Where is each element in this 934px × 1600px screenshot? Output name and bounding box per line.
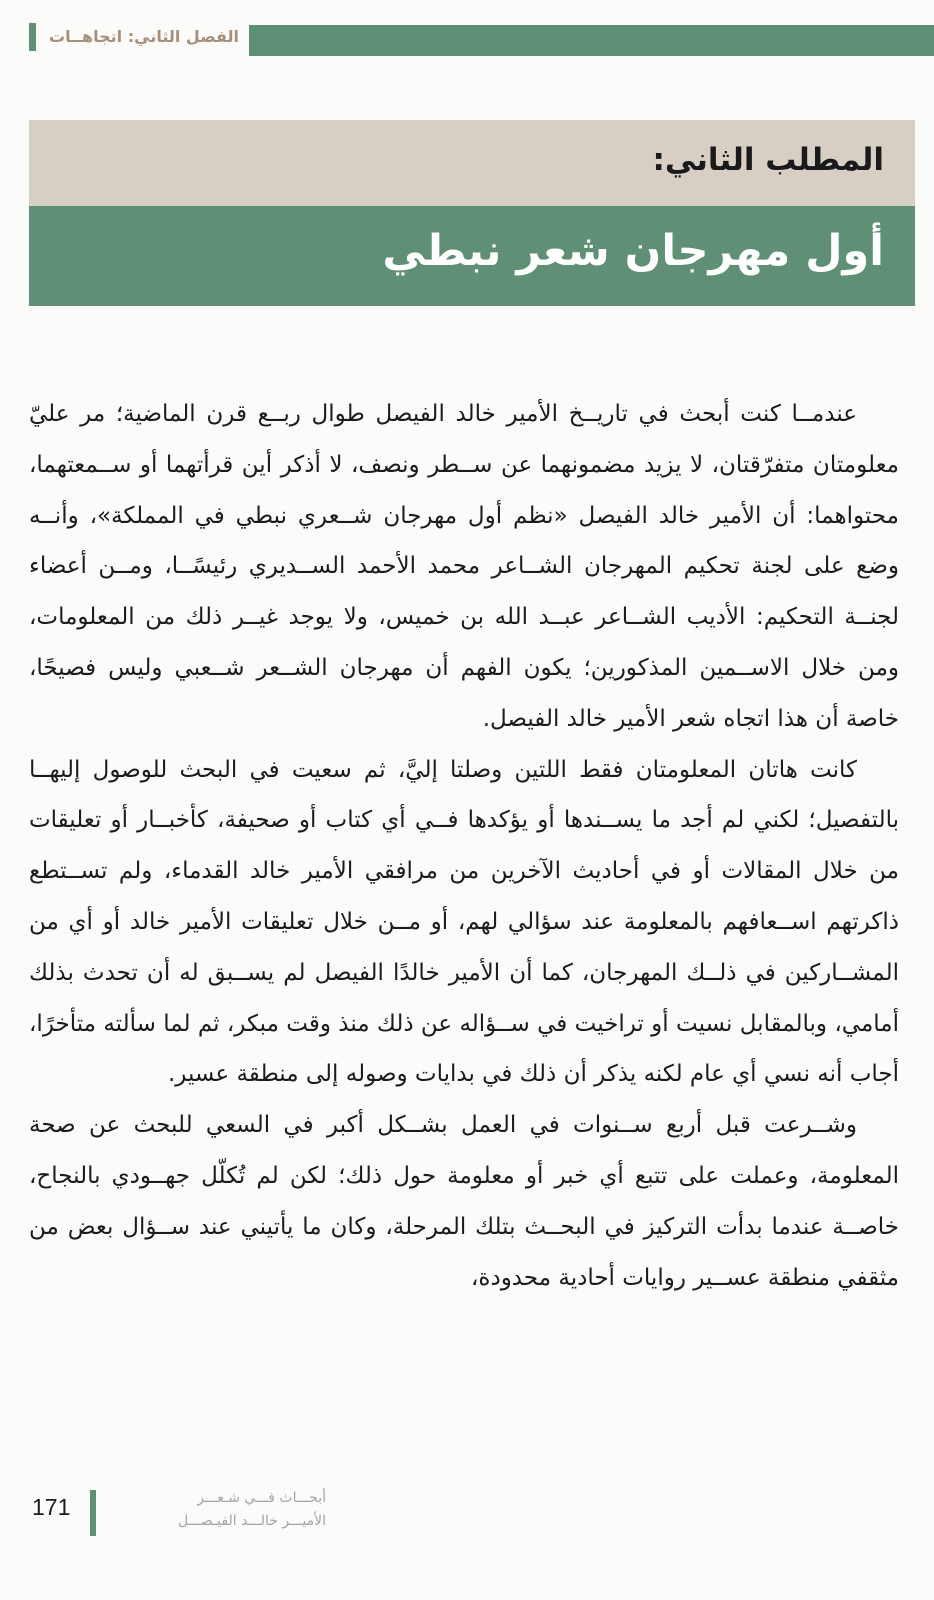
- book-title-line-2: الأميـــر خالـــد الفيـصـــل: [178, 1513, 326, 1529]
- book-title: [110, 1487, 326, 1533]
- footer-divider: [90, 1490, 96, 1536]
- book-title-line-1: أبحـــاث فـــي شـعـــر: [197, 1490, 326, 1506]
- paragraph-3: وشــرعت قبل أربع ســنوات في العمل بشــكل أكبر في السعي للبحث عن صحة المعلومة، وعملت على تتبع أي خبر أو معلومة حول ذلك؛ لكن لم تُكلّل جهــودي بالنجاح، خاصــة عندما بدأت التركيز في البحــث بتلك المرحلة، وكان ما يأتيني عند ســؤال بعض من مثقفي منطقة عســير روايات أحادية محدودة،: [29, 1112, 899, 1291]
- header-bar: [249, 25, 934, 56]
- body-text: [29, 389, 899, 1303]
- header-accent-mark: [29, 23, 36, 51]
- section-title: أول مهرجان شعر نبطي: [382, 226, 884, 276]
- section-subtitle: المطلب الثاني:: [652, 142, 884, 178]
- paragraph-2: كانت هاتان المعلومتان فقط اللتين وصلتا إليَّ، ثم سعيت في البحث للوصول إليهــا بالتفصيل؛ لكني لم أجد ما يســندها أو يؤكدها فــي أي كتاب أو صحيفة، كأخبــار أو تعليقات من خلال المقالات أو في أحاديث الآخرين من مرافقي الأمير خالد القدماء، ولم تســتطع ذاكرتهم اســعافهم بالمعلومة عند سؤالي لهم، أو مــن خلال تعليقات الأمير خالد أو أي من المشــاركين في ذلــك المهرجان، كما أن الأمير خالدًا الفيصل لم يســبق له أن تحدث بذلك أمامي، وبالمقابل نسيت أو تراخيت في ســؤاله عن ذلك منذ وقت مبكر، ثم لما سألته متأخرًا، أجاب أنه نسي أي عام لكنه يذكر أن ذلك في بدايات وصوله إلى منطقة عسير.: [29, 756, 899, 1088]
- page-number: 171: [32, 1494, 71, 1520]
- paragraph-1: عندمــا كنت أبحث في تاريــخ الأمير خالد الفيصل طوال ربــع قرن الماضية؛ مر عليّ معلومتان متفرّقتان، لا يزيد مضمونهما عن ســطر ونصف، لا أذكر أين قرأتهما أو ســمعتهما، محتواهما: أن الأمير خالد الفيصل «نظم أول مهرجان شــعري نبطي في المملكة»، وأنــه وضع على لجنة تحكيم المهرجان الشــاعر محمد الأحمد الســديري رئيسًــا، ومــن أعضاء لجنــة التحكيم: الأديب الشــاعر عبــد الله بن خميس، ولا يوجد غيــر ذلك من المعلومات، ومن خلال الاســمين المذكورين؛ يكون الفهم أن مهرجان الشــعر شــعبي وليس فصيحًا، خاصة أن هذا اتجاه شعر الأمير خالد الفيصل.: [29, 401, 899, 732]
- chapter-label: الفصل الثاني: اتجاهــات: [49, 27, 239, 46]
